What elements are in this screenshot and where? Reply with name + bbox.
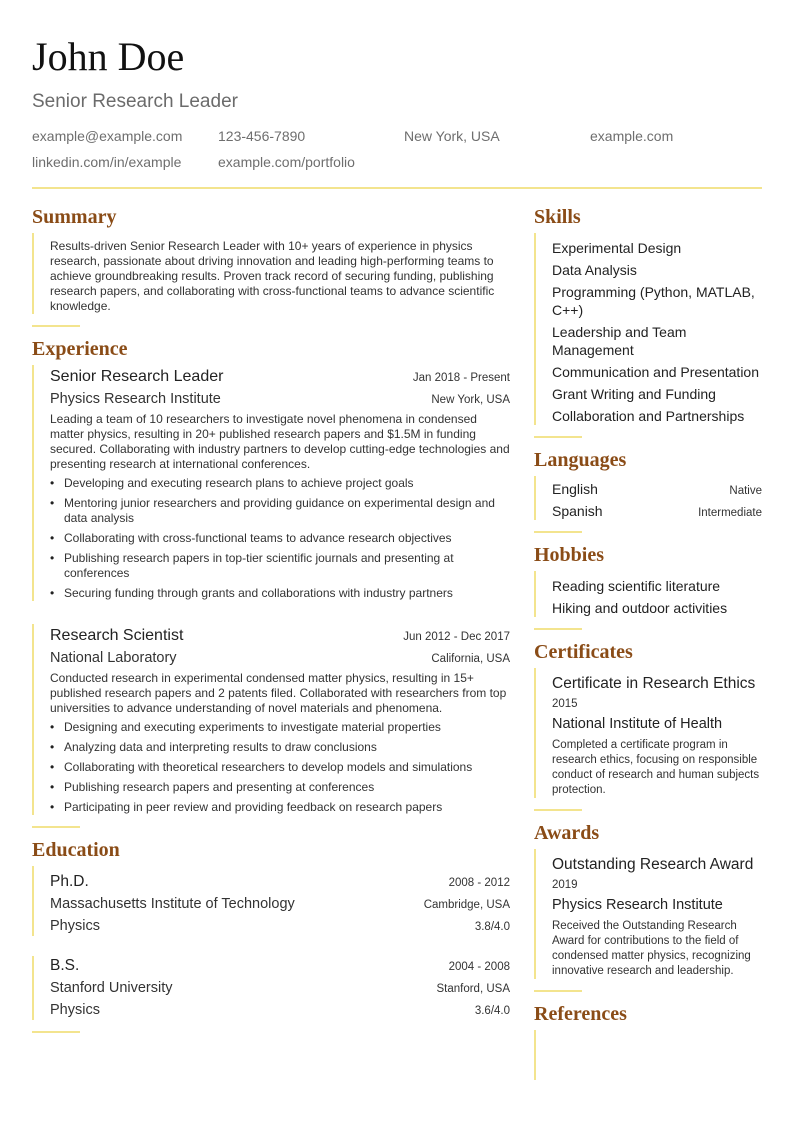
job-bullets <box>50 476 510 601</box>
school-location: Stanford, USA <box>436 983 510 995</box>
school-location: Cambridge, USA <box>423 899 510 911</box>
contact-portfolio[interactable]: example.com/portfolio <box>218 154 355 170</box>
section-divider <box>534 628 582 630</box>
certificate-description: Completed a certificate program in research ethics, focusing on responsible conduct of research and human subjects protection. <box>552 739 760 796</box>
certificate-year: 2015 <box>552 698 578 710</box>
skill-item: Collaboration and Partnerships <box>552 408 745 424</box>
language-level: Intermediate <box>698 507 762 519</box>
skill-item: Experimental Design <box>552 240 682 256</box>
language-name: English <box>552 481 598 497</box>
job-title: Research Scientist <box>50 627 184 644</box>
gpa: 3.6/4.0 <box>474 1005 510 1017</box>
summary-section <box>32 233 510 314</box>
bullet-item: • Publishing research papers and presenting at conferences <box>50 780 510 795</box>
summary-heading: Summary <box>32 206 117 228</box>
gpa: 3.8/4.0 <box>474 921 510 933</box>
main-column <box>32 205 510 1043</box>
job-bullets <box>50 720 510 815</box>
job-title: Senior Research Leader <box>50 368 224 385</box>
job-description: Leading a team of 10 researchers to investigate novel phenomena in condensed matter physics, resulting in 20+ published research papers and $1.5M in funding secured. Collaborating with industry partners to develop cutting-edge technologies and presenting research at international conferences. <box>50 412 510 471</box>
certificates-heading: Certificates <box>534 641 633 663</box>
bullet-item: • Participating in peer review and providing feedback on research papers <box>50 800 510 815</box>
education-dates: 2008 - 2012 <box>448 877 510 889</box>
awards-heading: Awards <box>534 822 600 844</box>
language-level: Native <box>729 485 762 497</box>
hobbies-heading: Hobbies <box>534 544 605 566</box>
job-organization: Physics Research Institute <box>50 391 221 407</box>
education-item <box>32 866 510 936</box>
award-name: Outstanding Research Award <box>552 856 754 873</box>
hobbies-section <box>534 571 762 617</box>
award-description: Received the Outstanding Research Award for contributions to the field of condensed matter physics, recognizing innovative research and leadership. <box>552 920 751 977</box>
bullet-item: • Analyzing data and interpreting results to draw conclusions <box>50 740 510 755</box>
job-location: New York, USA <box>431 394 510 406</box>
degree: Ph.D. <box>50 873 89 890</box>
contact-location: New York, USA <box>404 128 500 144</box>
contact-email[interactable]: example@example.com <box>32 128 183 144</box>
skill-item: Programming (Python, MATLAB, C++) <box>552 284 755 318</box>
language-item <box>552 480 762 498</box>
section-divider <box>32 1031 80 1033</box>
certificate-item <box>534 668 762 798</box>
school-name: Massachusetts Institute of Technology <box>50 896 295 912</box>
education-dates: 2004 - 2008 <box>448 961 510 973</box>
candidate-name: John Doe <box>32 34 185 79</box>
job-description: Conducted research in experimental condensed matter physics, resulting in 15+ published research papers and 2 patents filed. Collaborated with researchers from top universities to advance understanding of novel materials and phenomena. <box>50 671 507 715</box>
bullet-item: • Collaborating with cross-functional teams to advance research objectives <box>50 531 510 546</box>
language-item <box>552 502 762 520</box>
bullet-item: • Securing funding through grants and collaborations with industry partners <box>50 586 510 601</box>
job-organization: National Laboratory <box>50 650 177 666</box>
section-divider <box>534 436 582 438</box>
education-item <box>32 956 510 1020</box>
skill-item: Data Analysis <box>552 262 637 278</box>
resume-page <box>32 0 762 1025</box>
contact-phone[interactable]: 123-456-7890 <box>218 128 306 144</box>
bullet-item: • Developing and executing research plans to achieve project goals <box>50 476 510 491</box>
experience-item <box>32 365 510 601</box>
section-divider <box>534 809 582 811</box>
award-item <box>534 849 762 979</box>
hobby-item: Reading scientific literature <box>552 578 721 594</box>
job-location: California, USA <box>431 653 510 665</box>
school-name: Stanford University <box>50 980 173 996</box>
bullet-item: • Publishing research papers in top-tier scientific journals and presenting at conferences <box>50 551 510 581</box>
degree: B.S. <box>50 957 80 974</box>
hobby-item: Hiking and outdoor activities <box>552 600 728 616</box>
field-of-study: Physics <box>50 918 100 934</box>
candidate-title: Senior Research Leader <box>32 91 238 112</box>
sidebar-column <box>534 205 762 1080</box>
skill-item: Leadership and Team Management <box>552 324 687 358</box>
bullet-item: • Mentoring junior researchers and providing guidance on experimental design and data analysis <box>50 496 510 526</box>
certificate-name: Certificate in Research Ethics <box>552 675 756 692</box>
bullet-item: • Designing and executing experiments to investigate material properties <box>50 720 510 735</box>
contact-linkedin[interactable]: linkedin.com/in/example <box>32 154 182 170</box>
summary-text: Results-driven Senior Research Leader with 10+ years of experience in physics research, passionate about driving innovation and leading high-performing teams to achieve groundbreaking results. Proven track record of securing funding, publishing research papers, and collaborating with cross-functional teams to advance scientific knowledge. <box>50 239 495 313</box>
job-dates: Jan 2018 - Present <box>412 372 510 384</box>
languages-heading: Languages <box>534 449 627 471</box>
contact-info <box>32 128 762 171</box>
header-divider <box>32 187 762 189</box>
skill-item: Communication and Presentation <box>552 364 760 380</box>
section-divider <box>32 325 80 327</box>
skills-heading: Skills <box>534 206 581 228</box>
references-section <box>534 1030 762 1080</box>
references-heading: References <box>534 1003 627 1025</box>
education-heading: Education <box>32 839 120 861</box>
languages-section <box>534 476 762 520</box>
job-dates: Jun 2012 - Dec 2017 <box>403 631 510 643</box>
field-of-study: Physics <box>50 1002 100 1018</box>
contact-website[interactable]: example.com <box>590 128 674 144</box>
skill-item: Grant Writing and Funding <box>552 386 716 402</box>
section-divider <box>534 531 582 533</box>
skills-section <box>534 233 762 425</box>
experience-item <box>32 624 510 815</box>
section-divider <box>534 990 582 992</box>
experience-heading: Experience <box>32 338 128 360</box>
certificate-issuer: National Institute of Health <box>552 716 723 732</box>
language-name: Spanish <box>552 503 603 519</box>
bullet-item: • Collaborating with theoretical researchers to develop models and simulations <box>50 760 510 775</box>
section-divider <box>32 826 80 828</box>
award-issuer: Physics Research Institute <box>552 897 723 913</box>
award-year: 2019 <box>552 879 578 891</box>
